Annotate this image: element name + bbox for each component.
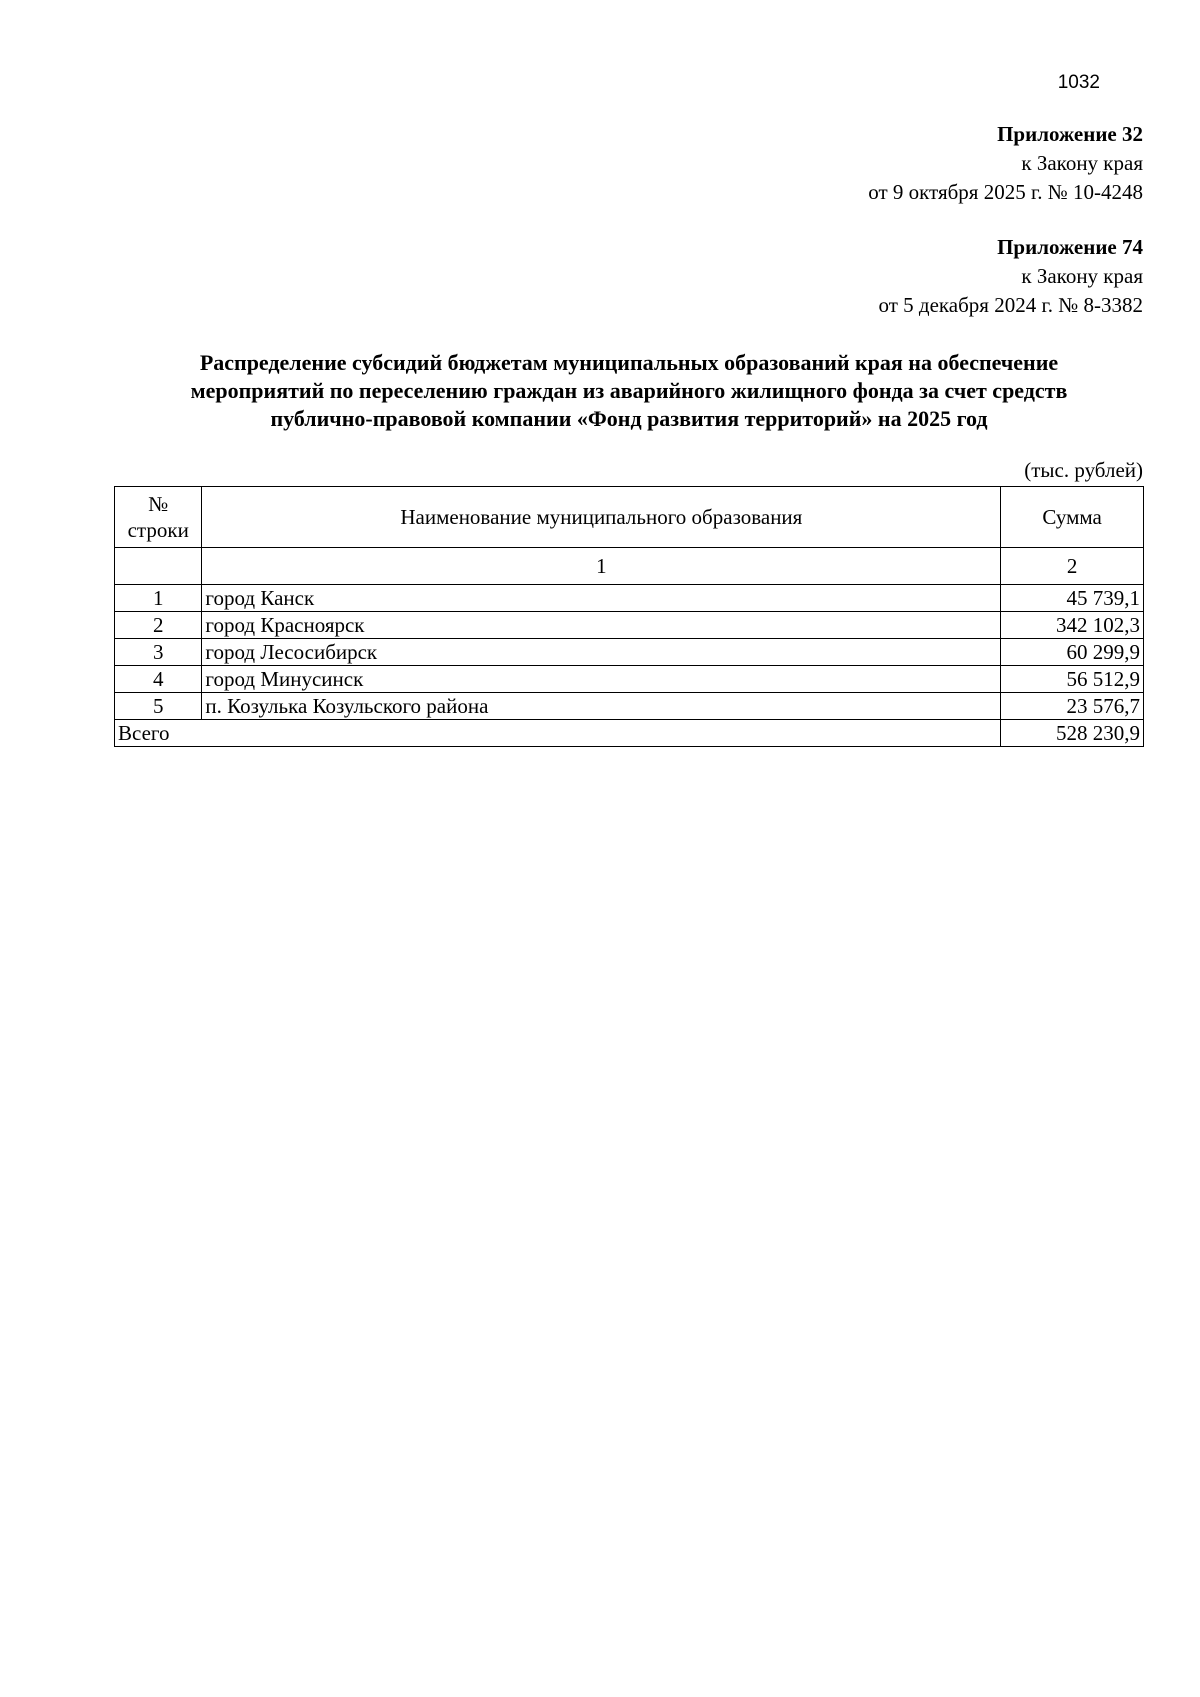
document-title-line2: мероприятий по переселению граждан из аварийного жилищного фонда за счет средств <box>190 378 1068 403</box>
municipality-name: город Лесосибирск <box>202 639 1001 666</box>
appendix-original-line1: к Закону края <box>1021 264 1143 288</box>
subsidy-sum: 56 512,9 <box>1001 666 1144 693</box>
column-number-name: 1 <box>202 548 1001 585</box>
header-row-number-line2: строки <box>127 518 189 542</box>
total-label: Всего <box>115 720 1001 747</box>
table-row <box>115 612 1144 639</box>
subsidy-sum: 342 102,3 <box>1001 612 1144 639</box>
appendix-original-title: Приложение 74 <box>997 235 1143 259</box>
total-sum: 528 230,9 <box>1001 720 1144 747</box>
row-number: 2 <box>115 612 202 639</box>
document-title <box>114 349 1144 433</box>
municipality-name: п. Козулька Козульского района <box>202 693 1001 720</box>
subsidy-sum: 60 299,9 <box>1001 639 1144 666</box>
table-row <box>115 585 1144 612</box>
subsidy-table <box>114 486 1144 747</box>
header-municipality-name: Наименование муниципального образования <box>202 487 1001 548</box>
municipality-name: город Красноярск <box>202 612 1001 639</box>
document-title-line1: Распределение субсидий бюджетам муниципальных образований края на обеспечение <box>199 350 1059 375</box>
document-title-line3: публично-правовой компании «Фонд развития территорий» на 2025 год <box>270 406 988 431</box>
row-number: 3 <box>115 639 202 666</box>
appendix-current <box>543 120 1143 207</box>
column-number-sum: 2 <box>1001 548 1144 585</box>
row-number: 1 <box>115 585 202 612</box>
appendix-original-line2: от 5 декабря 2024 г. № 8-3382 <box>878 293 1143 317</box>
table-row <box>115 693 1144 720</box>
appendix-current-title: Приложение 32 <box>997 122 1143 146</box>
table-total-row <box>115 720 1144 747</box>
header-sum: Сумма <box>1001 487 1144 548</box>
subsidy-sum: 23 576,7 <box>1001 693 1144 720</box>
page-number: 1032 <box>1057 72 1100 93</box>
table-header-row <box>115 487 1144 548</box>
column-number-no <box>115 548 202 585</box>
column-number-row <box>115 548 1144 585</box>
table-row <box>115 666 1144 693</box>
appendix-original <box>543 233 1143 320</box>
appendix-current-line1: к Закону края <box>1021 151 1143 175</box>
municipality-name: город Минусинск <box>202 666 1001 693</box>
municipality-name: город Канск <box>202 585 1001 612</box>
unit-label: (тыс. рублей) <box>1024 458 1143 482</box>
table-row <box>115 639 1144 666</box>
header-row-number <box>115 487 202 548</box>
row-number: 5 <box>115 693 202 720</box>
subsidy-sum: 45 739,1 <box>1001 585 1144 612</box>
appendix-current-line2: от 9 октября 2025 г. № 10-4248 <box>868 180 1143 204</box>
header-row-number-line1: № <box>148 492 169 516</box>
row-number: 4 <box>115 666 202 693</box>
